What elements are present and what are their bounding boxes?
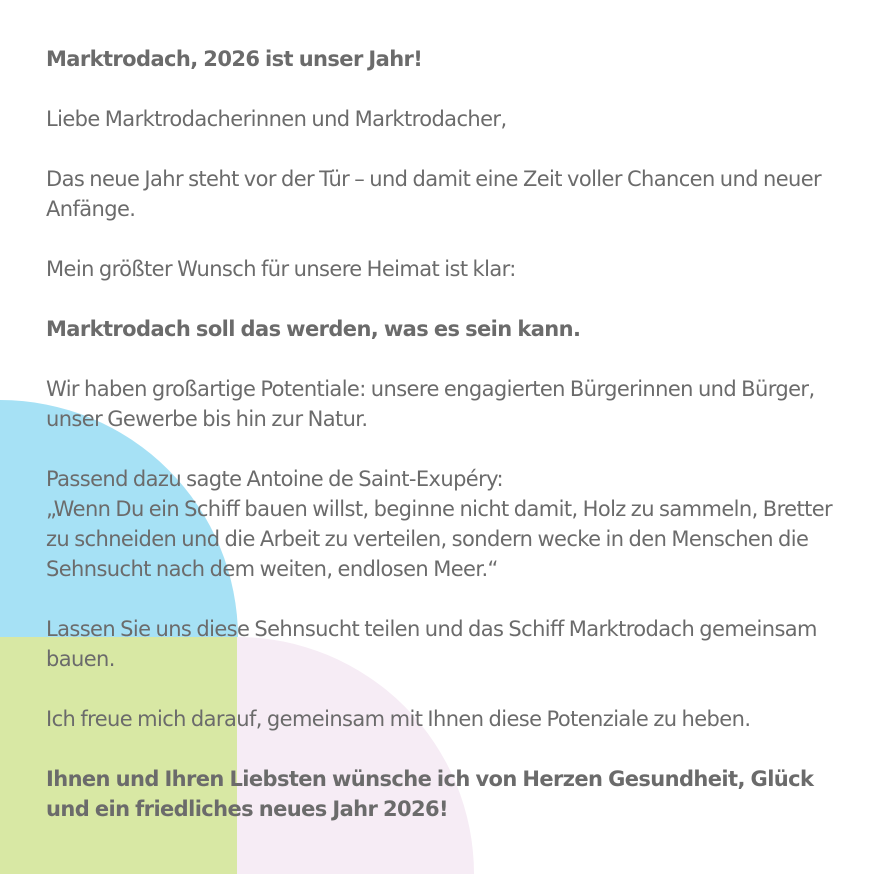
letter-body <box>46 44 836 854</box>
letter-wish-intro: Mein größter Wunsch für unsere Heimat ist klar: <box>46 257 516 281</box>
letter-quote-block <box>46 464 836 584</box>
letter-potentials: Wir haben großartige Potentiale: unsere engagierten Bürgerinnen und Bürger, unser Gewerbe bis hin zur Natur. <box>46 377 815 431</box>
letter-intro: Das neue Jahr steht vor der Tür – und damit eine Zeit voller Chancen und neuer Anfänge. <box>46 167 822 221</box>
letter-call-to-action: Lassen Sie uns diese Sehnsucht teilen und das Schiff Marktrodach gemeinsam bauen. <box>46 617 817 671</box>
letter-outlook: Ich freue mich darauf, gemeinsam mit Ihnen diese Potenziale zu heben. <box>46 707 751 731</box>
letter-title: Marktrodach, 2026 ist unser Jahr! <box>46 47 423 71</box>
letter-greeting: Liebe Marktrodacherinnen und Marktrodacher, <box>46 107 507 131</box>
letter-quote-intro: Passend dazu sagte Antoine de Saint-Exupéry: <box>46 467 503 491</box>
letter-quote: „Wenn Du ein Schiff bauen willst, beginne nicht damit, Holz zu sammeln, Bretter zu schneiden und die Arbeit zu verteilen, sondern wecke in den Menschen die Sehnsucht nach dem weiten, endlosen Meer.“ <box>46 497 833 581</box>
letter-wish-statement: Marktrodach soll das werden, was es sein kann. <box>46 317 581 341</box>
letter-closing: Ihnen und Ihren Liebsten wünsche ich von Herzen Gesundheit, Glück und ein friedliches neues Jahr 2026! <box>46 767 814 821</box>
